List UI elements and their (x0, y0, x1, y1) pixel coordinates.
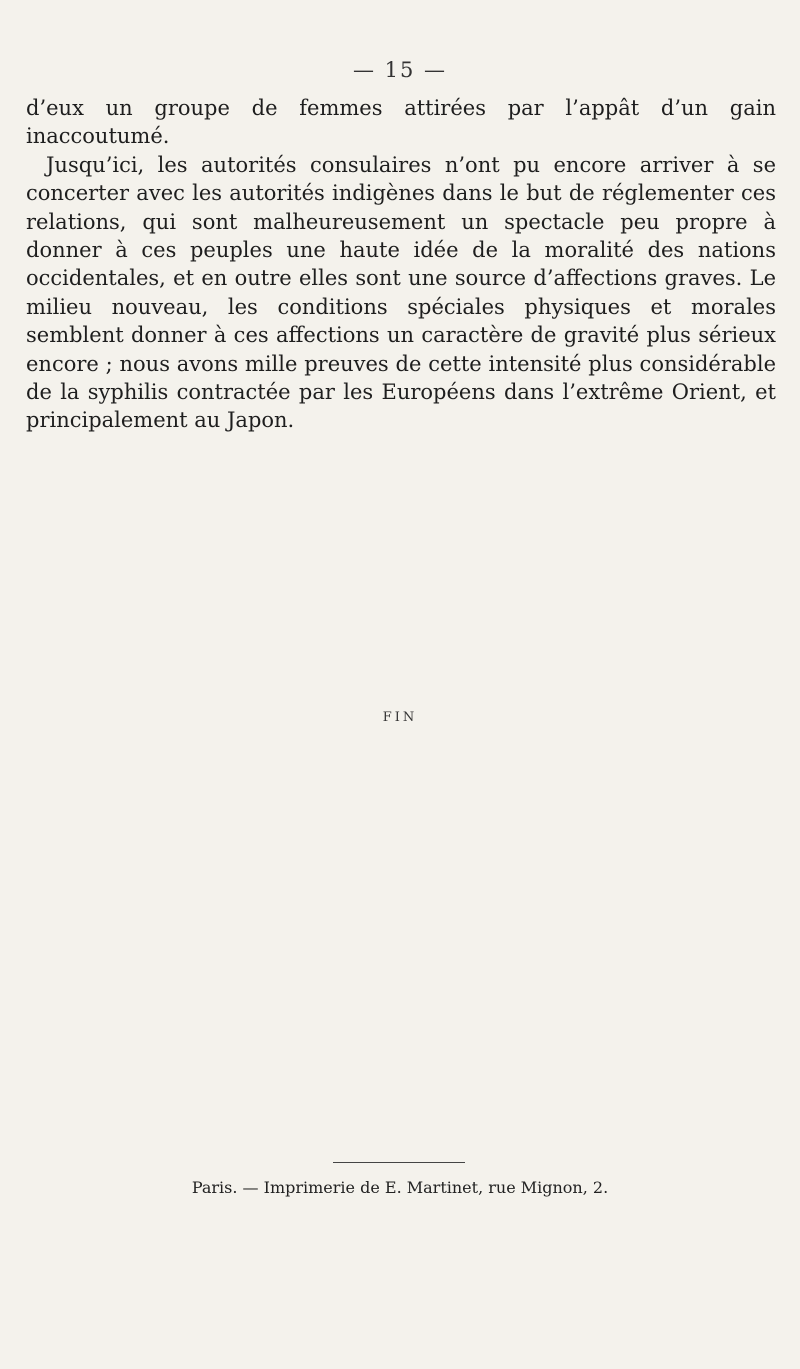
body-text (26, 94, 776, 435)
printer-imprint: Paris. — Imprimerie de E. Martinet, rue Mignon, 2. (191, 1178, 609, 1197)
footer-divider (333, 1162, 465, 1163)
page-number: — 15 — (352, 58, 448, 82)
paragraph: Jusqu’ici, les autorités consulaires n’ont pu encore arriver à se concerter avec les autorités indigènes dans le but de réglementer ces relations, qui sont malheureusement un spectacle peu propre à donner à ces peuples une haute idée de la moralité des nations occidentales, et en outre elles sont une source d’affections graves. Le milieu nouveau, les conditions spéciales physiques et morales semblent donner à ces affections un caractère de gravité plus sérieux encore ; nous avons mille preuves de cette intensité plus considérable de la syphilis contractée par les Européens dans l’extrême Orient, et principalement au Japon. (26, 152, 776, 433)
end-mark: FIN (382, 710, 418, 725)
paragraph-continued: d’eux un groupe de femmes attirées par l’appât d’un gain inaccoutumé. (26, 96, 776, 149)
